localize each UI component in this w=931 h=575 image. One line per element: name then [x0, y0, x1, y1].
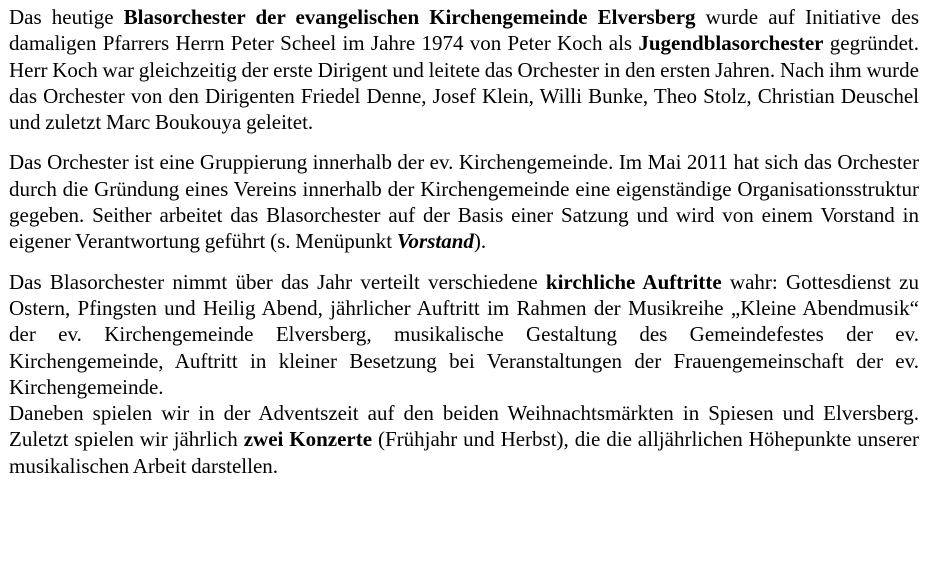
two-concerts-bold: zwei Konzerte — [243, 427, 373, 452]
text-run: wurde auf Initiative des damaligen Pfarrers Herrn Peter Scheel im Jahre 1974 von Peter Koch als — [9, 5, 920, 56]
text-run: Das heutige — [9, 5, 124, 29]
youth-orchestra-bold: Jugendblasorchester — [638, 31, 824, 56]
paragraph-organisation — [9, 149, 919, 254]
text-run: wahr: Gottesdienst zu Ostern, Pfingsten und Heilig Abend, jährlicher Auftritt im Rahmen der Musikreihe „Kleine Abendmusik“ der ev. Kirchengemeinde Elversberg, musikalische Gestaltung des Gemeindefestes der ev. Kirchengemeinde, Auftritt in kleiner Besetzung bei Veranstaltungen der Frauengemeinschaft der ev. Kirchengemeinde. — [9, 269, 919, 399]
text-run: Das Blasorchester nimmt über das Jahr verteilt verschiedene — [9, 269, 546, 294]
orchestra-name-bold: Blasorchester der evangelischen Kirchengemeinde Elversberg — [123, 5, 696, 29]
vorstand-reference: Vorstand — [396, 229, 474, 254]
text-run: Das Orchester ist eine Gruppierung innerhalb der ev. Kirchengemeinde. Im Mai 2011 hat sich das Orchester durch die Gründung eines Vereins innerhalb der Kirchengemeinde eine eigenständige Organisationsstruktur gegeben. Seither arbeitet das Blasorchester auf der Basis einer Satzung und wird von einem Vorstand in eigener Verantwortung geführt (s. Menüpunkt — [9, 150, 919, 254]
paragraph-church-performances — [9, 269, 919, 400]
text-run: (Frühjahr und Herbst), die die alljährlichen Höhepunkte unserer musikalischen Arbeit darstellen. — [9, 427, 920, 478]
text-run: gegründet. Herr Koch war gleichzeitig der erste Dirigent und leitete das Orchester in den ersten Jahren. Nach ihm wurde das Orchester von den Dirigenten Friedel Denne, Josef Klein, Willi Bunke, Theo Stolz, Christian Deuschel und zuletzt Marc Boukouya geleitet. — [9, 31, 919, 135]
paragraph-history — [9, 4, 919, 135]
text-run: ). — [473, 229, 487, 254]
church-performances-bold: kirchliche Auftritte — [545, 269, 722, 294]
text-run: Daneben spielen wir in der Adventszeit auf den beiden Weihnachtsmärkten in Spiesen und Elversberg. Zuletzt spielen wir jährlich — [9, 401, 919, 452]
paragraph-concerts — [9, 400, 919, 479]
